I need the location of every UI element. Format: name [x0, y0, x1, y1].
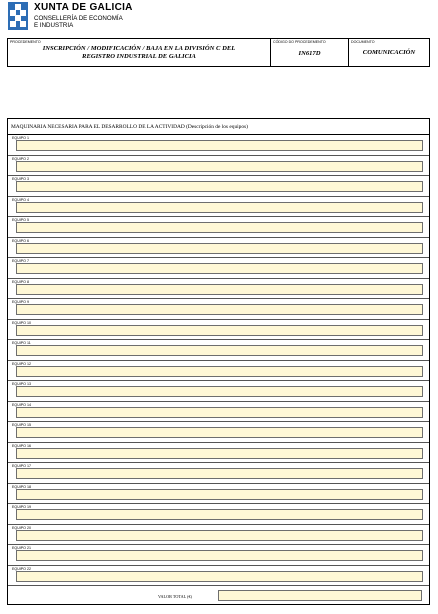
procedure-code-cell [271, 39, 349, 66]
equipment-label: EQUIPO 22 [12, 566, 31, 571]
equipment-field[interactable] [16, 407, 423, 418]
equipment-row [8, 340, 429, 361]
department-line-1: CONSELLERÍA DE ECONOMÍA [34, 15, 123, 22]
document-value: COMUNICACIÓN [362, 49, 416, 56]
equipment-field[interactable] [16, 427, 423, 438]
equipment-field[interactable] [16, 161, 423, 172]
equipment-field[interactable] [16, 366, 423, 377]
document-cell [349, 39, 429, 66]
equipment-label: EQUIPO 1 [12, 136, 29, 140]
total-value-field[interactable] [218, 590, 422, 601]
equipment-label: EQUIPO 2 [12, 156, 29, 161]
procedure-code-label: CÓDIGO DO PROCEDEMENTO [273, 40, 326, 44]
equipment-label: EQUIPO 16 [12, 443, 31, 448]
equipment-row [8, 258, 429, 279]
equipment-field[interactable] [16, 284, 423, 295]
equipment-field[interactable] [16, 448, 423, 459]
equipment-row [8, 176, 429, 197]
equipment-field[interactable] [16, 509, 423, 520]
procedure-label: PROCEDEMENTO [10, 40, 41, 44]
procedure-line-1: INSCRIPCIÓN / MODIFICACIÓN / BAJA EN LA DIVISIÓN C DEL [42, 45, 236, 52]
equipment-label: EQUIPO 12 [12, 361, 31, 366]
equipment-label: EQUIPO 15 [12, 423, 31, 427]
equipment-label: EQUIPO 3 [12, 177, 29, 181]
equipment-label: EQUIPO 10 [12, 320, 31, 325]
procedure-cell [8, 39, 271, 66]
equipment-field[interactable] [16, 304, 423, 315]
equipment-label: EQUIPO 11 [12, 341, 31, 345]
department-line-2: E INDUSTRIA [34, 22, 74, 29]
equipment-row [8, 525, 429, 546]
equipment-label: EQUIPO 20 [12, 525, 31, 530]
org-title: XUNTA DE GALICIA [34, 2, 133, 13]
equipment-row [8, 279, 429, 300]
equipment-row [8, 381, 429, 402]
equipment-row [8, 566, 429, 587]
equipment-row [8, 504, 429, 525]
equipment-field[interactable] [16, 140, 423, 151]
equipment-label: EQUIPO 14 [12, 402, 31, 407]
procedure-value [8, 45, 270, 60]
equipment-label: EQUIPO 8 [12, 279, 29, 284]
equipment-label: EQUIPO 9 [12, 300, 29, 304]
total-row [8, 586, 429, 606]
equipment-field[interactable] [16, 345, 423, 356]
section-title: MAQUINARIA NECESARIA PARA EL DESARROLLO DE LA ACTIVIDAD (Descripción de los equipos) [11, 124, 248, 130]
procedure-header [7, 38, 430, 67]
equipment-row [8, 320, 429, 341]
equipment-field[interactable] [16, 530, 423, 541]
equipment-label: EQUIPO 19 [12, 505, 31, 509]
equipment-label: EQUIPO 4 [12, 197, 29, 202]
equipment-row [8, 217, 429, 238]
document-label: DOCUMENTO [351, 40, 375, 44]
equipment-row [8, 422, 429, 443]
equipment-field[interactable] [16, 550, 423, 561]
equipment-row [8, 484, 429, 505]
procedure-code-value: IN617D [298, 50, 321, 57]
department-name [34, 15, 154, 29]
equipment-list [8, 135, 429, 586]
equipment-field[interactable] [16, 386, 423, 397]
equipment-label: EQUIPO 7 [12, 259, 29, 263]
equipment-field[interactable] [16, 325, 423, 336]
procedure-line-2: REGISTRO INDUSTRIAL DE GALICIA [82, 52, 196, 60]
equipment-row [8, 299, 429, 320]
equipment-row [8, 197, 429, 218]
equipment-label: EQUIPO 18 [12, 484, 31, 489]
equipment-label: EQUIPO 6 [12, 238, 29, 243]
equipment-row [8, 135, 429, 156]
logo [8, 2, 178, 32]
total-value-label: VALOR TOTAL (€) [158, 594, 192, 599]
equipment-field[interactable] [16, 489, 423, 500]
equipment-label: EQUIPO 21 [12, 546, 31, 550]
machinery-section [7, 118, 430, 605]
equipment-row [8, 238, 429, 259]
equipment-field[interactable] [16, 571, 423, 582]
xunta-logo-icon [8, 2, 28, 30]
equipment-row [8, 443, 429, 464]
equipment-field[interactable] [16, 468, 423, 479]
equipment-row [8, 361, 429, 382]
equipment-field[interactable] [16, 222, 423, 233]
equipment-field[interactable] [16, 243, 423, 254]
equipment-field[interactable] [16, 181, 423, 192]
equipment-row [8, 402, 429, 423]
equipment-label: EQUIPO 5 [12, 218, 29, 222]
equipment-row [8, 156, 429, 177]
equipment-field[interactable] [16, 263, 423, 274]
equipment-label: EQUIPO 13 [12, 382, 31, 386]
equipment-row [8, 463, 429, 484]
equipment-row [8, 545, 429, 566]
equipment-label: EQUIPO 17 [12, 464, 31, 468]
equipment-field[interactable] [16, 202, 423, 213]
